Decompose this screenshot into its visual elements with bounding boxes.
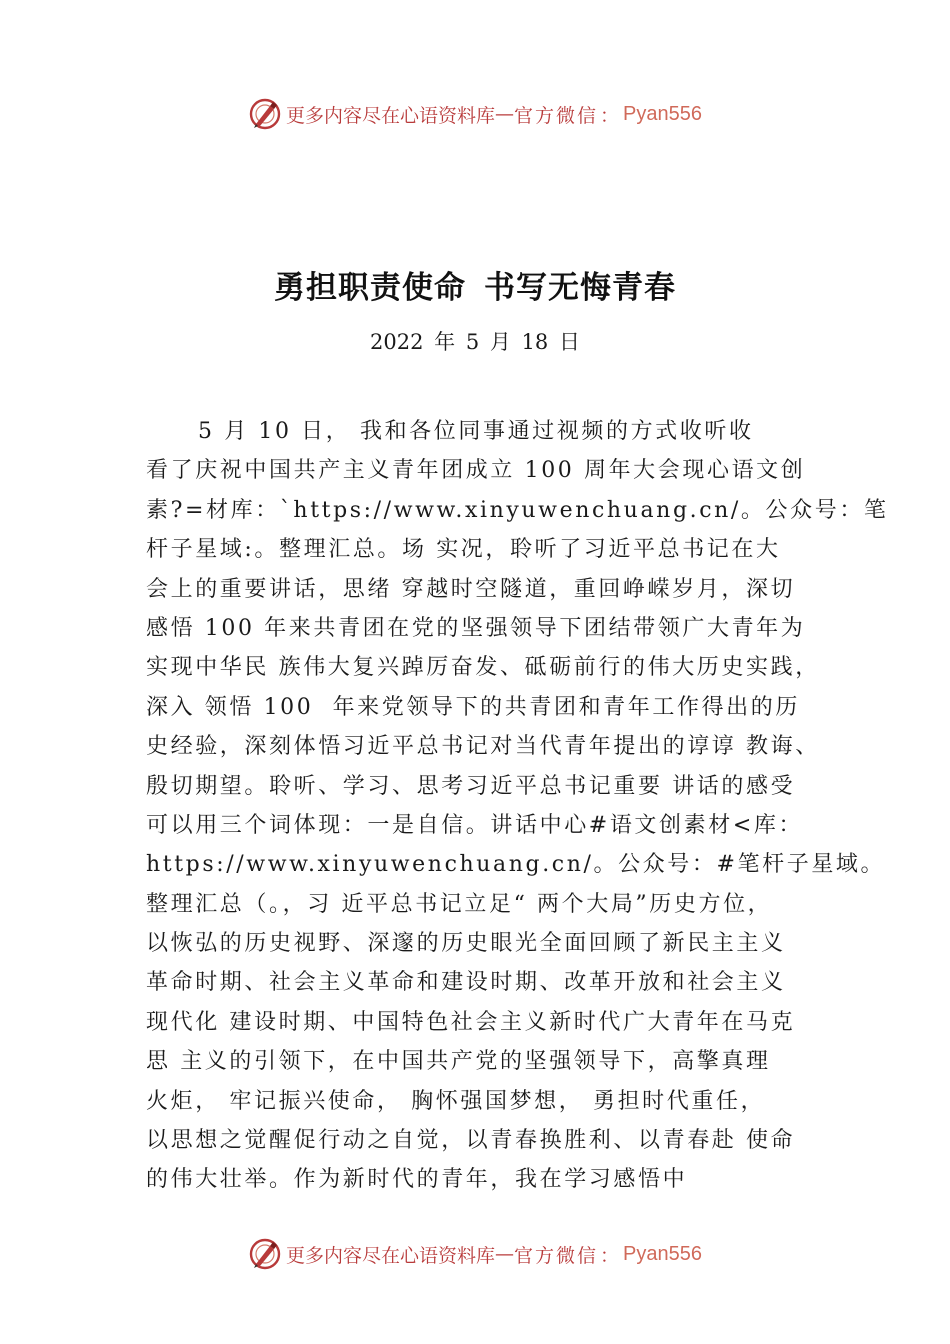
banner-separator: —	[495, 103, 514, 125]
body-line: https://www.xinyuwenchuang.cn/。公众号：#笔杆子星域。	[146, 852, 886, 878]
banner-colon: ：	[600, 104, 620, 127]
document-body	[146, 412, 889, 1200]
body-line: 以恢弘的历史视野、深邃的历史眼光全面回顾了新民主主义	[146, 931, 786, 957]
body-line: 感悟 100 年来共青团在党的坚强领导下团结带领广大青年为	[146, 615, 806, 641]
title-part-1: 勇担职责使命	[274, 270, 466, 306]
body-line: 整理汇总（。，习 近平总书记立足“ 两个大局”历史方位，	[146, 891, 773, 917]
body-line: 革命时期、社会主义革命和建设时期、改革开放和社会主义	[146, 970, 786, 996]
body-line: 的伟大壮举。作为新时代的青年，我在学习感悟中	[146, 1167, 688, 1193]
banner-wechat-id: Pyan556	[623, 102, 702, 125]
body-line: 5 月 10 日， 我和各位同事通过视频的方式收听收	[198, 419, 754, 444]
document-title	[0, 262, 950, 307]
body-line: 殷切期望。聆听、学习、思考习近平总书记重要 讲话的感受	[146, 773, 796, 799]
body-line: 会上的重要讲话，思绪 穿越时空隧道，重回峥嵘岁月，深切	[146, 576, 796, 602]
body-line: 火炬， 牢记振兴使命， 胸怀强国梦想， 勇担时代重任，	[146, 1088, 766, 1114]
body-line: 以思想之觉醒促行动之自觉，以青春换胜利、以青春赴 使命	[146, 1128, 796, 1154]
body-line: 史经验，深刻体悟习近平总书记对当代青年提出的谆谆 教诲、	[146, 734, 820, 760]
document-date: 2022 年 5 月 18 日	[370, 330, 580, 354]
footer-banner	[0, 1234, 950, 1274]
footer-brand-text: 更多内容尽在心语资料库	[285, 1244, 495, 1267]
header-banner	[0, 94, 950, 134]
banner-wechat-label: 官方微信	[514, 104, 599, 127]
footer-wechat-id: Pyan556	[623, 1242, 702, 1265]
banner-brand-text: 更多内容尽在心语资料库	[285, 104, 495, 127]
body-line: 深入 领悟 100 年来党领导下的共青团和青年工作得出的历	[146, 694, 800, 720]
body-line: 素?=材库：`https://www.xinyuwenchuang.cn/。公众号：笔	[146, 497, 889, 523]
body-line: 看了庆祝中国共产主义青年团成立 100 周年大会现心语文创	[146, 458, 806, 484]
body-line: 现代化 建设时期、中国特色社会主义新时代广大青年在马克	[146, 1009, 796, 1035]
footer-wechat-label: 官方微信	[514, 1244, 599, 1267]
body-line: 杆子星域:。整理汇总。场 实况，聆听了习近平总书记在大	[146, 537, 781, 563]
footer-separator: —	[495, 1243, 514, 1265]
title-part-2: 书写无悔青春	[484, 270, 676, 306]
body-line: 思 主义的引领下，在中国共产党的坚强领导下，高擎真理	[146, 1049, 771, 1075]
body-line: 可以用三个词体现：一是自信。讲话中心#语文创素材<库：	[146, 812, 804, 838]
pen-seal-logo-icon	[248, 97, 282, 131]
body-line: 实现中华民 族伟大复兴踔厉奋发、砥砺前行的伟大历史实践，	[146, 655, 820, 681]
pen-seal-logo-icon	[248, 1237, 282, 1271]
footer-colon: ：	[600, 1244, 620, 1267]
